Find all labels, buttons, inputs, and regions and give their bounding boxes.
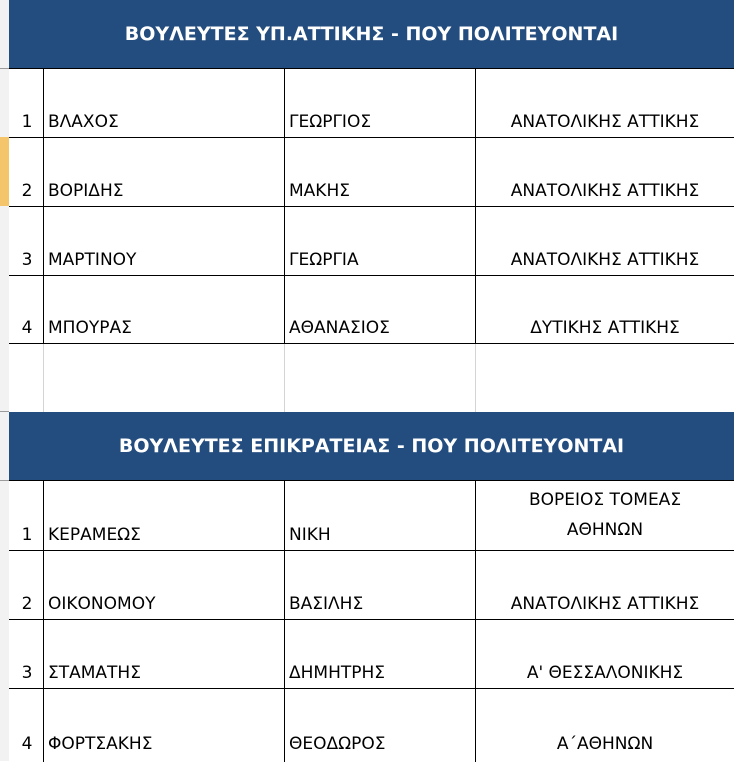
section2-title: ΒΟΥΛΕΥΤΕΣ ΕΠΙΚΡΑΤΕΙΑΣ - ΠΟΥ ΠΟΛΙΤΕΥΟΝΤΑΙ xyxy=(118,435,625,457)
table-row[interactable] xyxy=(9,68,734,138)
constituency-cell[interactable]: Α' ΘΕΣΣΑΛΟΝΙΚΗΣ xyxy=(475,620,734,689)
constituency-cell[interactable]: ΑΝΑΤΟΛΙΚΗΣ ΑΤΤΙΚΗΣ xyxy=(475,207,734,276)
row-number[interactable]: 4 xyxy=(21,318,33,338)
table-row[interactable] xyxy=(9,550,734,620)
constituency-line: ΑΘΗΝΩΝ xyxy=(566,520,644,540)
firstname-cell[interactable]: ΑΘΑΝΑΣΙΟΣ xyxy=(284,276,475,344)
table-row[interactable] xyxy=(9,206,734,276)
empty-row[interactable] xyxy=(9,343,734,412)
surname-cell[interactable]: ΟΙΚΟΝΟΜΟΥ xyxy=(43,551,284,620)
firstname-cell[interactable]: ΔΗΜΗΤΡΗΣ xyxy=(284,620,475,689)
constituency-cell[interactable]: ΑΝΑΤΟΛΙΚΗΣ ΑΤΤΙΚΗΣ xyxy=(475,69,734,138)
constituency-cell[interactable]: ΔΥΤΙΚΗΣ ΑΤΤΙΚΗΣ xyxy=(475,276,734,344)
empty-cell[interactable] xyxy=(9,344,43,412)
row-divider xyxy=(0,411,9,412)
constituency-cell[interactable]: Α΄ΑΘΗΝΩΝ xyxy=(475,689,734,762)
empty-cell[interactable] xyxy=(43,344,284,412)
section1-title: ΒΟΥΛΕΥΤΕΣ ΥΠ.ΑΤΤΙΚΗΣ - ΠΟΥ ΠΟΛΙΤΕΥΟΝΤΑΙ xyxy=(124,23,619,45)
firstname-cell[interactable]: ΜΑΚΗΣ xyxy=(284,138,475,207)
surname-cell[interactable]: ΚΕΡΑΜΕΩΣ xyxy=(43,481,284,551)
table-row[interactable] xyxy=(9,688,734,762)
row-number[interactable]: 4 xyxy=(21,734,33,754)
row-number[interactable]: 3 xyxy=(21,663,33,683)
active-row-indicator xyxy=(0,137,9,206)
constituency-cell[interactable] xyxy=(475,481,734,551)
surname-cell[interactable]: ΣΤΑΜΑΤΗΣ xyxy=(43,620,284,689)
firstname-cell[interactable]: ΓΕΩΡΓΙΑ xyxy=(284,207,475,276)
constituency-line: ΒΟΡΕΙΟΣ ΤΟΜΕΑΣ xyxy=(528,490,682,510)
row-number[interactable]: 3 xyxy=(21,250,33,270)
table-row[interactable] xyxy=(9,480,734,551)
constituency-cell[interactable]: ΑΝΑΤΟΛΙΚΗΣ ΑΤΤΙΚΗΣ xyxy=(475,551,734,620)
surname-cell[interactable]: ΦΟΡΤΣΑΚΗΣ xyxy=(43,689,284,762)
surname-cell[interactable]: ΒΟΡΙΔΗΣ xyxy=(43,138,284,207)
row-number[interactable]: 1 xyxy=(21,112,33,132)
row-header-gutter xyxy=(0,0,9,761)
surname-cell[interactable]: ΜΑΡΤΙΝΟΥ xyxy=(43,207,284,276)
empty-cell[interactable] xyxy=(284,344,475,412)
section-title-cell[interactable] xyxy=(9,0,734,68)
table-row[interactable] xyxy=(9,275,734,344)
firstname-cell[interactable]: ΘΕΟΔΩΡΟΣ xyxy=(284,689,475,762)
row-divider xyxy=(0,68,9,69)
row-number[interactable]: 2 xyxy=(21,594,33,614)
surname-cell[interactable]: ΒΛΑΧΟΣ xyxy=(43,69,284,138)
section-title-cell[interactable] xyxy=(9,412,734,480)
table-row[interactable] xyxy=(9,137,734,207)
firstname-cell[interactable]: ΒΑΣΙΛΗΣ xyxy=(284,551,475,620)
table-row[interactable] xyxy=(9,619,734,689)
firstname-cell[interactable]: ΝΙΚΗ xyxy=(284,481,475,551)
row-divider xyxy=(0,480,9,481)
empty-cell[interactable] xyxy=(475,344,734,412)
row-number[interactable]: 1 xyxy=(21,525,33,545)
constituency-cell[interactable]: ΑΝΑΤΟΛΙΚΗΣ ΑΤΤΙΚΗΣ xyxy=(475,138,734,207)
spreadsheet xyxy=(9,0,734,761)
surname-cell[interactable]: ΜΠΟΥΡΑΣ xyxy=(43,276,284,344)
row-number[interactable]: 2 xyxy=(21,181,33,201)
firstname-cell[interactable]: ΓΕΩΡΓΙΟΣ xyxy=(284,69,475,138)
